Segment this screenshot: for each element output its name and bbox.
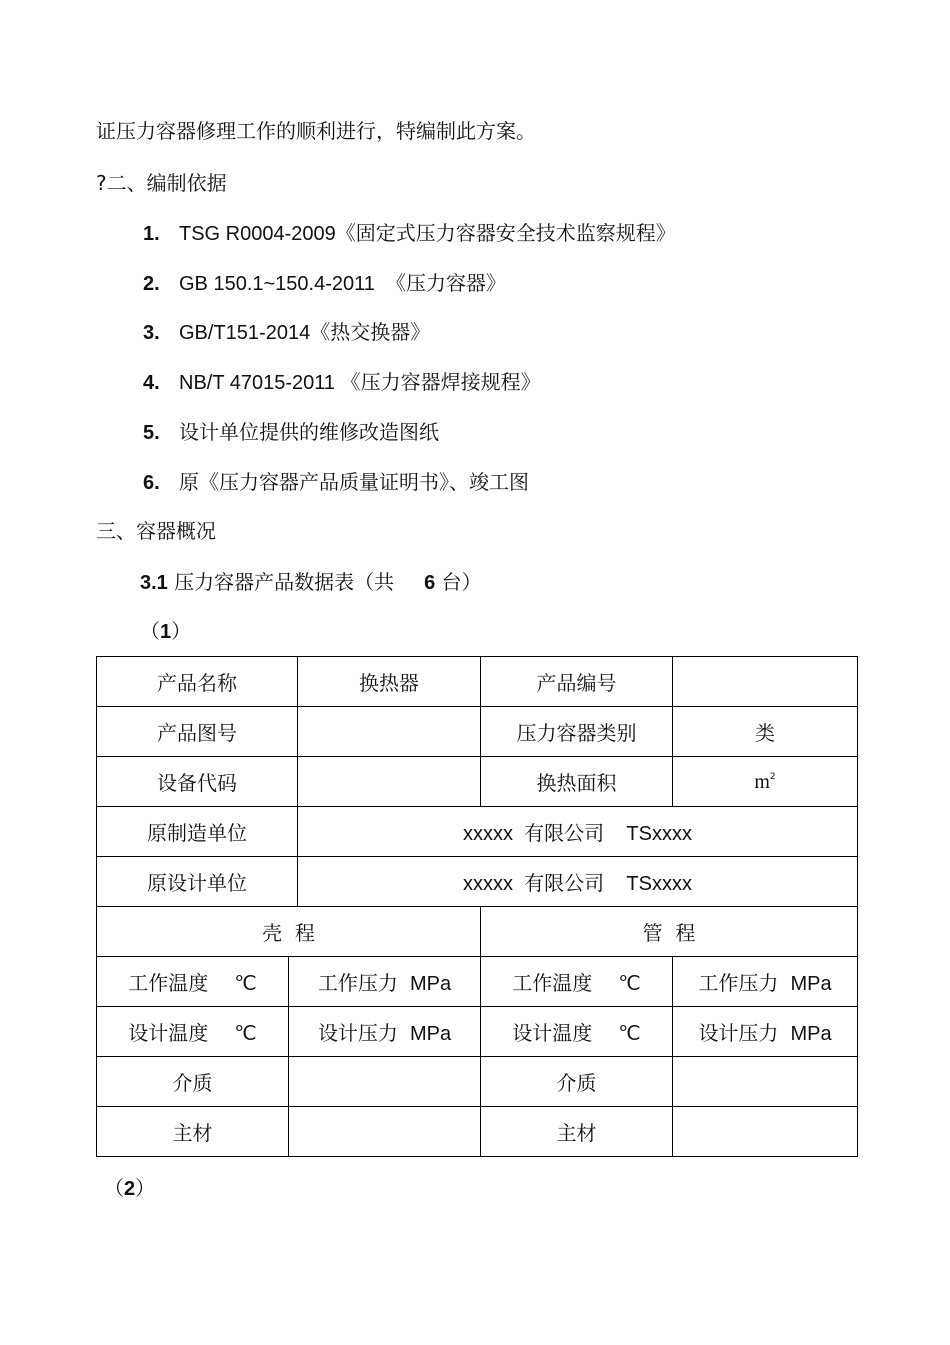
- table1-label: [140, 617, 191, 646]
- basis-item-5: [143, 418, 439, 447]
- table2-label: [104, 1174, 155, 1203]
- temp-unit: ℃: [618, 973, 641, 995]
- designer-value: xxxxx 有限公司 TSxxxx: [298, 857, 858, 907]
- shell-design-press: [289, 1007, 481, 1057]
- section2-heading: ?二、编制依据: [96, 171, 227, 195]
- product-no-value: [673, 657, 858, 707]
- basis-item-number: 2.: [143, 273, 160, 295]
- table-row: [97, 957, 858, 1007]
- design-press-label: 设计压力: [317, 1021, 398, 1045]
- press-unit: MPa: [409, 973, 452, 995]
- basis-item-number: 1.: [143, 223, 160, 245]
- temp-unit: ℃: [234, 1023, 257, 1045]
- basis-item-number: 4.: [143, 372, 160, 394]
- table-number: 2: [124, 1178, 136, 1200]
- table-row: [97, 1057, 858, 1107]
- shell-material-value: [289, 1107, 481, 1157]
- shell-medium-value: [289, 1057, 481, 1107]
- press-unit: MPa: [790, 973, 832, 995]
- product-name-label: 产品名称: [97, 657, 298, 707]
- table-row: [97, 1107, 858, 1157]
- design-temp-label: 设计温度: [512, 1021, 593, 1045]
- basis-item-text: 原《压力容器产品质量证明书》、竣工图: [179, 470, 529, 494]
- basis-item-number: 3.: [143, 322, 160, 344]
- table-row: [97, 1007, 858, 1057]
- equipment-code-value: [298, 757, 481, 807]
- table-row: [97, 707, 858, 757]
- paren-open: （: [104, 1176, 124, 1200]
- shell-material-label: 主材: [97, 1107, 289, 1157]
- paren-open: （: [140, 619, 160, 643]
- vessel-count: 6: [424, 572, 436, 594]
- vessel-category-value: 类: [673, 707, 858, 757]
- table-row: [97, 857, 858, 907]
- subsection-text: 压力容器产品数据表（共: [167, 570, 395, 594]
- press-unit: MPa: [409, 1023, 452, 1045]
- work-temp-label: 工作温度: [128, 971, 209, 995]
- unit-exponent: 2: [769, 772, 776, 782]
- paren-close: ）: [171, 619, 192, 643]
- basis-item-number: 6.: [143, 472, 160, 494]
- design-press-label: 设计压力: [698, 1021, 779, 1045]
- work-press-label: 工作压力: [698, 971, 779, 995]
- basis-item-1: [143, 219, 676, 248]
- equipment-code-label: 设备代码: [97, 757, 298, 807]
- tube-design-press: [673, 1007, 858, 1057]
- tube-work-temp: [481, 957, 673, 1007]
- tube-material-value: [673, 1107, 858, 1157]
- basis-item-text: NB/T 47015-2011 《压力容器焊接规程》: [179, 372, 541, 394]
- table-row: [97, 757, 858, 807]
- basis-item-number: 5.: [143, 422, 160, 444]
- shell-design-temp: [97, 1007, 289, 1057]
- designer-label: 原设计单位: [97, 857, 298, 907]
- drawing-no-label: 产品图号: [97, 707, 298, 757]
- manufacturer-value: xxxxx 有限公司 TSxxxx: [298, 807, 858, 857]
- basis-item-2: [143, 269, 506, 298]
- tube-work-press: [673, 957, 858, 1007]
- design-temp-label: 设计温度: [128, 1021, 209, 1045]
- table-row: [97, 907, 858, 957]
- press-unit: MPa: [790, 1023, 832, 1045]
- subsection-suffix: 台）: [435, 570, 482, 594]
- basis-item-text: GB 150.1~150.4-2011 《压力容器》: [179, 273, 507, 295]
- product-name-value: 换热器: [298, 657, 481, 707]
- heat-area-label: 换热面积: [481, 757, 673, 807]
- manufacturer-label: 原制造单位: [97, 807, 298, 857]
- table-number: 1: [160, 621, 172, 643]
- basis-item-text: TSG R0004-2009《固定式压力容器安全技术监察规程》: [179, 223, 676, 245]
- tube-material-label: 主材: [481, 1107, 673, 1157]
- paren-close: ）: [135, 1176, 156, 1200]
- product-data-table: [96, 656, 858, 1157]
- tube-design-temp: [481, 1007, 673, 1057]
- shell-work-press: [289, 957, 481, 1007]
- shell-side-header: 壳 程: [97, 907, 481, 957]
- work-press-label: 工作压力: [317, 971, 398, 995]
- temp-unit: ℃: [234, 973, 257, 995]
- basis-item-text: 设计单位提供的维修改造图纸: [179, 420, 439, 444]
- section3-heading: 三、容器概况: [96, 519, 216, 543]
- work-temp-label: 工作温度: [512, 971, 593, 995]
- basis-item-3: [143, 318, 430, 347]
- basis-item-text: GB/T151-2014《热交换器》: [179, 322, 431, 344]
- product-no-label: 产品编号: [481, 657, 673, 707]
- tube-medium-label: 介质: [481, 1057, 673, 1107]
- unit-base: m: [754, 771, 770, 793]
- basis-item-6: [143, 468, 529, 497]
- table-row: [97, 807, 858, 857]
- intro-tail-text: 证压力容器修理工作的顺利进行，特编制此方案。: [96, 119, 536, 143]
- tube-medium-value: [673, 1057, 858, 1107]
- vessel-category-label: 压力容器类别: [481, 707, 673, 757]
- table-intro-line: [140, 568, 482, 597]
- table-row: [97, 657, 858, 707]
- subsection-number: 3.1: [140, 572, 168, 594]
- basis-item-4: [143, 368, 541, 397]
- heat-area-unit: [673, 757, 858, 807]
- shell-medium-label: 介质: [97, 1057, 289, 1107]
- temp-unit: ℃: [618, 1023, 641, 1045]
- shell-work-temp: [97, 957, 289, 1007]
- tube-side-header: 管 程: [481, 907, 858, 957]
- drawing-no-value: [298, 707, 481, 757]
